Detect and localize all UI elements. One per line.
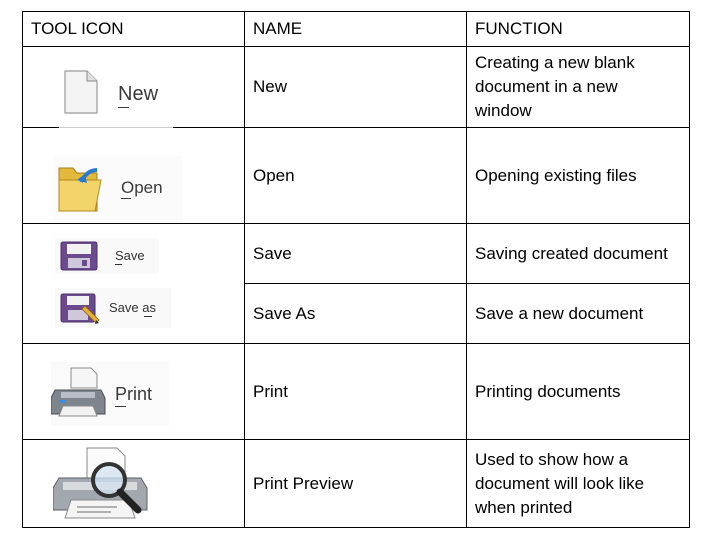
icon-caption: New: [118, 83, 159, 105]
mnemonic-underline: [121, 198, 131, 199]
new-tool-icon: [59, 67, 173, 129]
column-divider: [466, 12, 467, 527]
tools-table: [22, 11, 690, 528]
function-line: document will look like: [475, 474, 645, 493]
header-function: FUNCTION: [475, 19, 563, 38]
function-save-as: Save a new document: [475, 303, 644, 323]
print-preview-icon: [53, 444, 165, 524]
function-line: window: [475, 101, 532, 120]
column-divider: [244, 12, 245, 527]
open-folder-icon: [53, 156, 183, 222]
name-print: Print: [253, 381, 288, 401]
function-print-preview: [475, 440, 687, 528]
mnemonic-underline: [115, 264, 122, 265]
function-open: Opening existing files: [475, 165, 637, 185]
icon-caption: Print: [115, 384, 153, 404]
name-save: Save: [253, 243, 292, 263]
print-tool-icon: [51, 362, 169, 426]
function-print: Printing documents: [475, 381, 621, 401]
open-tool-icon: [53, 156, 183, 222]
name-save-as: Save As: [253, 303, 316, 323]
function-line: Creating a new blank: [475, 53, 635, 72]
function-new: [475, 47, 687, 127]
mnemonic-underline: [115, 406, 126, 407]
name-new: New: [253, 77, 288, 96]
save-tool-icon: [55, 238, 159, 274]
header-name: NAME: [253, 19, 303, 38]
function-line: document in a new: [475, 77, 618, 96]
mnemonic-underline: [144, 316, 152, 317]
function-line: Used to show how a: [475, 450, 629, 469]
function-save: Saving created document: [475, 243, 668, 263]
icon-caption: Open: [121, 178, 163, 197]
header-tool-icon: TOOL ICON: [31, 19, 124, 38]
mnemonic-underline: [118, 107, 129, 108]
name-print-preview: Print Preview: [253, 474, 354, 493]
save-as-tool-icon: [55, 288, 171, 328]
icon-caption: Save as: [109, 300, 156, 315]
print-preview-tool-icon: [53, 444, 165, 524]
name-open: Open: [253, 165, 295, 185]
function-line: when printed: [475, 498, 573, 517]
icon-caption: Save: [115, 248, 145, 263]
